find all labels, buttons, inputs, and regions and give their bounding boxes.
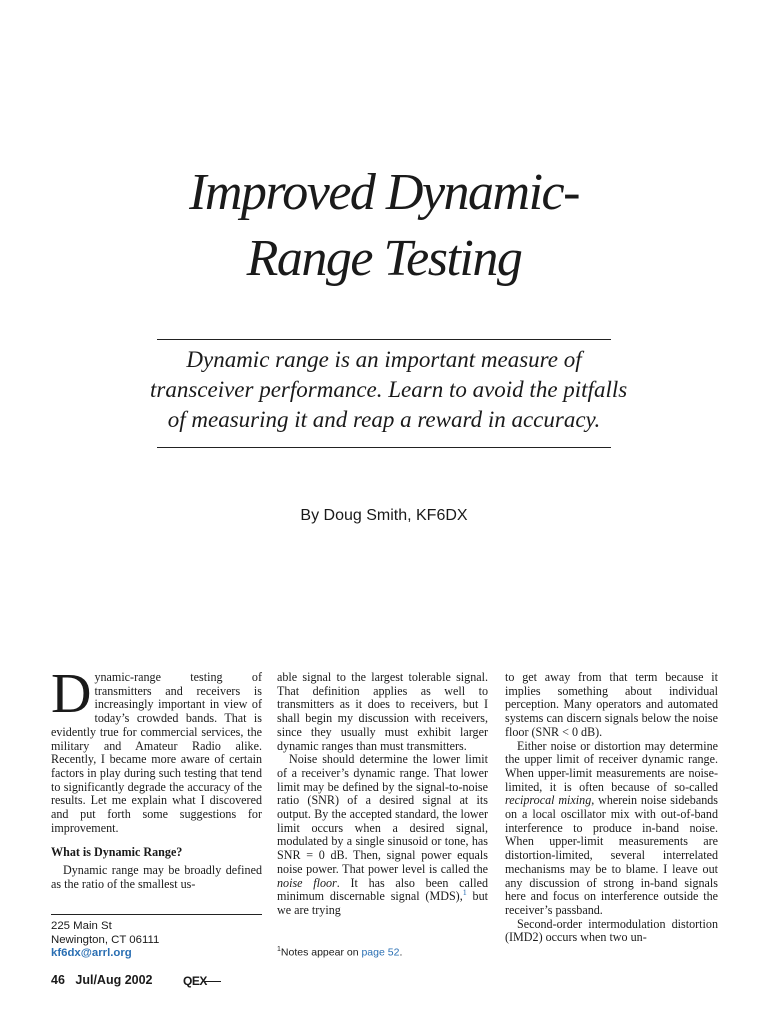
article-title [0, 160, 768, 292]
address-city: Newington, CT 06111 [51, 933, 160, 946]
body-column-2 [277, 671, 488, 918]
article-deck [150, 345, 628, 435]
issue-date: Jul/Aug 2002 [75, 973, 153, 987]
body-column-3 [505, 671, 718, 945]
address-street: 225 Main St [51, 920, 112, 932]
body-column-1 [51, 663, 262, 892]
paragraph: Second-order intermodulation distortion (IMD2) occurs when two un- [505, 916, 718, 945]
footnote: $^1$Notes appear on page 52. [277, 946, 403, 959]
author-address [51, 920, 262, 961]
deck-line-3: of measuring it and reap a reward in accuracy. [167, 407, 601, 432]
logo-swoosh [205, 981, 221, 982]
deck-bottom-rule [157, 447, 611, 448]
paragraph: Dynamic range may be broadly defined as the ratio of the smallest us- [51, 863, 262, 891]
paragraph: Noise should determine the lower limit of a receiver’s dynamic range. That lower limit may be defined by the signal-to-noise ratio (SNR) of a desired signal at its output. By the accepted standard, the lower limit occurs when a desired signal, modulated by a single sinusoid or tone, has SNR = 0 dB. Then, signal power equals noise power. That power level is called the noise floor. It has also been called minimum discernable signal (MDS),$^1$ but we are trying [277, 752, 488, 917]
title-line-1: Improved Dynamic- [189, 164, 579, 221]
section-heading: What is Dynamic Range? [51, 845, 183, 860]
deck-line-2: transceiver performance. Learn to avoid the pitfalls [150, 377, 628, 402]
drop-cap: D [51, 663, 92, 725]
address-rule [51, 914, 262, 915]
byline: By Doug Smith, KF6DX [300, 507, 468, 524]
term-noise-floor: noise floor [277, 875, 337, 890]
deck-line-1: Dynamic range is an important measure of [186, 347, 582, 372]
footnote-ref[interactable]: 1 [462, 888, 467, 898]
page-folio [51, 973, 153, 987]
page-number: 46 [51, 973, 65, 987]
paragraph: Either noise or distortion may determine the upper limit of receiver dynamic range. When upper-limit measurements are noise-limited, it is often because of so-called reciprocal mixing, wherein noise sidebands on a local oscillator mix with out-of-band interference to produce in-band noise. When upper-limit measurements are distortion-limited, several interrelated mechanisms may be to blame. I leave out any discussion of strong in-band signals here and focus on interference outside the receiver’s passband. [505, 738, 718, 917]
deck-top-rule [157, 339, 611, 340]
title-line-2: Range Testing [246, 230, 522, 287]
paragraph: to get away from that term because it implies something about individual perception. Many operators and automated systems can discern signals below the noise floor (SNR < 0 dB). [505, 670, 718, 739]
intro-paragraph: Dynamic-range testing of transmitters and receivers is increasingly important in view of today’s crowded bands. That is evidently true for commercial services, the military and Amateur Radio alike. Recently, I became more aware of certain factors in play during such testing that tend to significantly degrade the accuracy of the results. Let me explain what I discovered and put forth some suggestions for improvement. [51, 663, 262, 835]
term-reciprocal-mixing: reciprocal mixing [505, 793, 592, 808]
author-email-link[interactable]: kf6dx@arrl.org [51, 947, 132, 960]
paragraph: able signal to the largest tolerable signal. That definition applies as well to transmitters as it does to receivers, but I shall begin my discussion with receivers, since they usually must exhibit larger dynamic ranges than must transmitters. [277, 670, 488, 753]
notes-page-link[interactable]: page 52 [361, 946, 400, 959]
qex-logo: QEX [183, 974, 223, 988]
